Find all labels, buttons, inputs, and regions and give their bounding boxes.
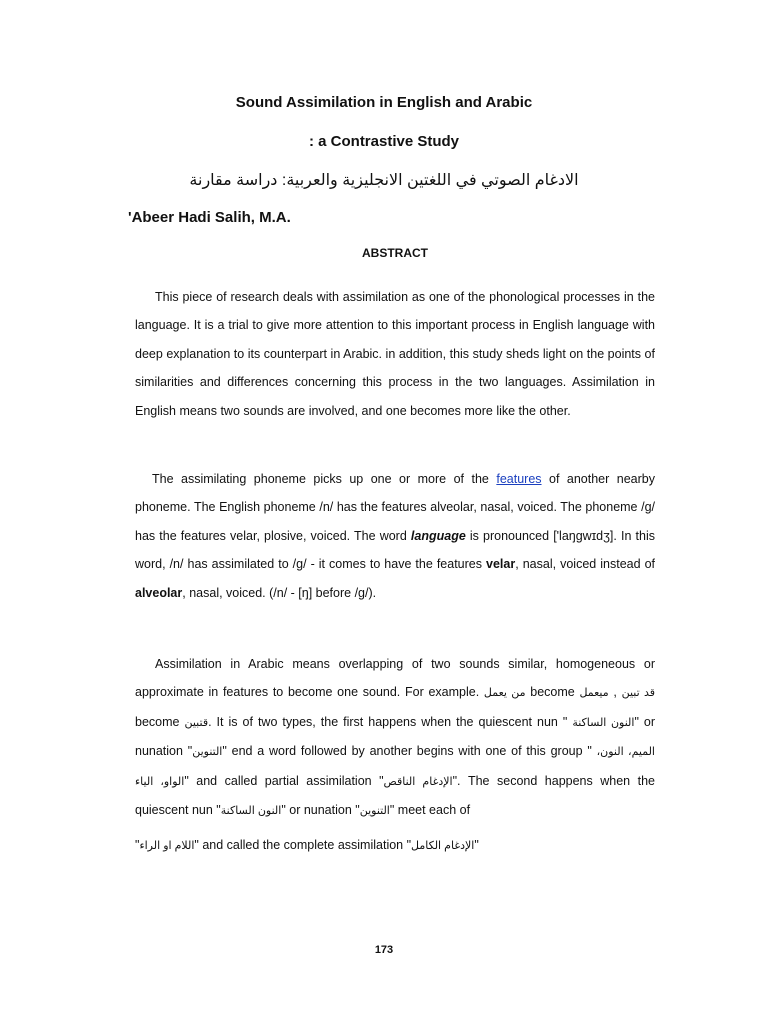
p2-text-2: of another nearby phoneme. The English phoneme /n/ has the features alveolar, nasal, voiced. The phoneme /g/ has the features velar, plosive, voiced. The word (135, 472, 655, 543)
arabic-complete-assimilation: الإدغام الكامل (411, 840, 475, 852)
abstract-paragraph-3-continued (135, 838, 479, 852)
p2-text-1: The assimilating phoneme picks up one or more of the (152, 472, 497, 486)
p3-text-6: " or nunation " (135, 714, 655, 759)
arabic-partial-assimilation: الإدغام الناقص (383, 775, 453, 788)
author-name: 'Abeer Hadi Salih, M.A. (128, 209, 291, 226)
arabic-example-2: ميعمل (579, 687, 609, 700)
p3-text-10: " or nunation " (281, 803, 360, 818)
arabic-example-3: قد تبين (621, 687, 655, 700)
arabic-nunation-2: التنوين (359, 805, 390, 818)
page-number: 173 (374, 944, 394, 956)
arabic-quiescent-nun: النون الساكنة (572, 716, 635, 729)
arabic-quiescent-nun-2: النون الساكنة (220, 805, 282, 818)
word-velar: velar (486, 557, 516, 572)
word-alveolar: alveolar (135, 585, 183, 600)
arabic-nunation: التنوين (192, 746, 223, 759)
word-language: language (410, 528, 466, 543)
abstract-heading: ABSTRACT (362, 246, 428, 260)
arabic-lam-ra: اللام او الراء (139, 840, 195, 852)
p2-text-4: , nasal, voiced instead of (515, 557, 655, 572)
p3-text-5: . It is of two types, the first happens when the quiescent nun " (208, 714, 573, 729)
p3c-text-3: " (474, 838, 479, 852)
p3-text-9: ". The second happens when the quiescent nun " (135, 773, 655, 818)
p3-text-8: " and called partial assimilation " (184, 773, 384, 788)
title-line-1: Sound Assimilation in English and Arabic (235, 94, 533, 111)
p3c-text-1: " (135, 838, 140, 852)
p3-text-3: , (608, 685, 622, 700)
p3-text-7: " end a word followed by another begins with one of this group " (222, 744, 597, 759)
p3c-text-2: " and called the complete assimilation " (194, 838, 412, 852)
title-arabic: الادغام الصوتي في اللغتين الانجليزية والعربية: دراسة مقارنة (189, 172, 579, 189)
arabic-example-1: من يعمل (483, 687, 526, 700)
p3-text-2: become (525, 685, 580, 700)
arabic-letter-group: الميم، النون، الواو، الياء (135, 746, 655, 788)
arabic-example-4: قتبين (184, 716, 209, 729)
features-link[interactable]: features (496, 472, 542, 486)
abstract-paragraph-3 (135, 650, 655, 825)
abstract-paragraph-2 (135, 465, 655, 607)
p2-text-3: is pronounced ['laŋgwɪdʒ]. In this word, /n/ has assimilated to /g/ - it comes to have the features (135, 528, 655, 572)
title-line-2: : a Contrastive Study (308, 133, 460, 150)
p3-text-11: " meet each of (389, 803, 471, 818)
p2-text-5: , nasal, voiced. (/n/ - [ŋ] before /g/). (182, 585, 377, 600)
p3-text-1: Assimilation in Arabic means overlapping of two sounds similar, homogeneous or approximate in features to become one sound. For example. (135, 657, 655, 700)
p3-text-4: become (135, 714, 185, 729)
abstract-paragraph-1: This piece of research deals with assimilation as one of the phonological processes in the language. It is a trial to give more attention to this important process in English language with deep explanation to its counterpart in Arabic. in addition, this study sheds light on the points of similarities and differences concerning this process in the two languages. Assimilation in English means two sounds are involved, and one becomes more like the other. (135, 290, 655, 418)
